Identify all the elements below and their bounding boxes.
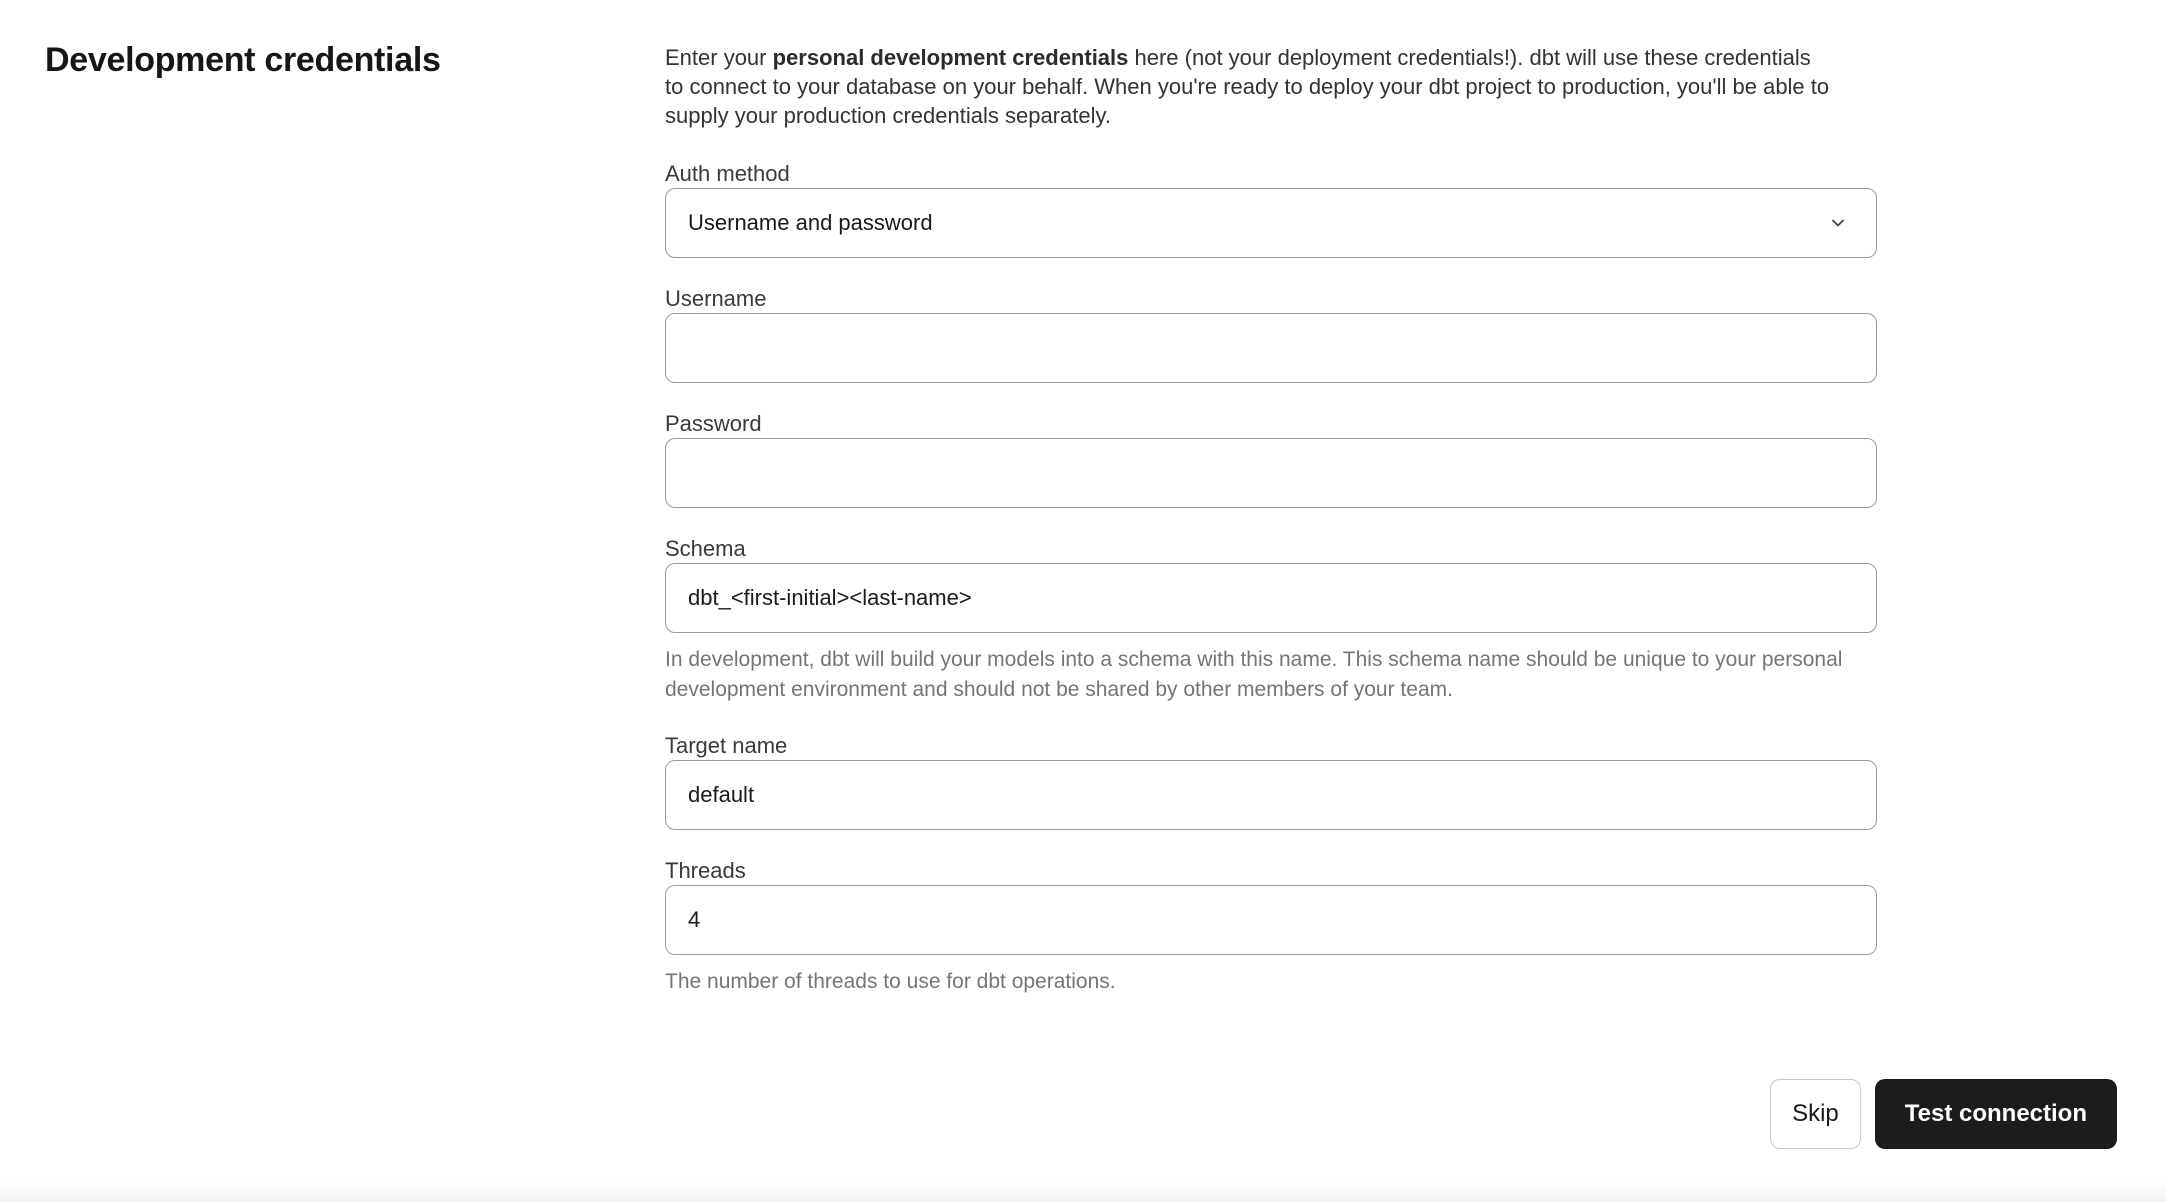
auth-method-field (665, 163, 1877, 258)
section-title-column (45, 40, 665, 1027)
schema-field-group (665, 538, 1877, 705)
schema-input[interactable] (665, 563, 1877, 633)
footer-actions (1770, 1079, 2117, 1149)
threads-help-text: The number of threads to use for dbt operations. (665, 970, 1116, 993)
target-name-input[interactable] (665, 760, 1877, 830)
page-title: Development credentials (45, 41, 441, 79)
password-label: Password (665, 411, 762, 436)
target-name-field-group (665, 735, 1877, 830)
password-input[interactable] (665, 438, 1877, 508)
username-label: Username (665, 286, 767, 311)
intro-paragraph (665, 43, 1835, 130)
password-field-group (665, 413, 1877, 508)
username-field-group (665, 288, 1877, 383)
intro-text-suffix: here (not your deployment credentials!). dbt will use these credentials to connect to your database on your behalf. When you're ready to deploy your dbt project to production, you'll be able to supply your production credentials separately. (665, 45, 1830, 128)
bottom-edge-divider (0, 1180, 2166, 1202)
threads-label: Threads (665, 858, 746, 883)
schema-label: Schema (665, 536, 746, 561)
auth-method-label: Auth method (665, 161, 790, 186)
auth-method-select-wrap (665, 188, 1877, 258)
username-input[interactable] (665, 313, 1877, 383)
auth-method-selected-value: Username and password (688, 210, 933, 235)
intro-text-prefix: Enter your (665, 45, 773, 70)
threads-input[interactable] (665, 885, 1877, 955)
schema-help-text: In development, dbt will build your models into a schema with this name. This schema name should be unique to your personal development environment and should not be shared by other members of your team. (665, 648, 1843, 701)
test-connection-button[interactable]: Test connection (1875, 1079, 2117, 1149)
intro-text-bold: personal development credentials (772, 45, 1129, 70)
threads-field-group (665, 860, 1877, 997)
credentials-form (665, 40, 1877, 1027)
target-name-label: Target name (665, 733, 788, 758)
auth-method-select[interactable] (665, 188, 1877, 258)
skip-button[interactable]: Skip (1770, 1079, 1861, 1149)
